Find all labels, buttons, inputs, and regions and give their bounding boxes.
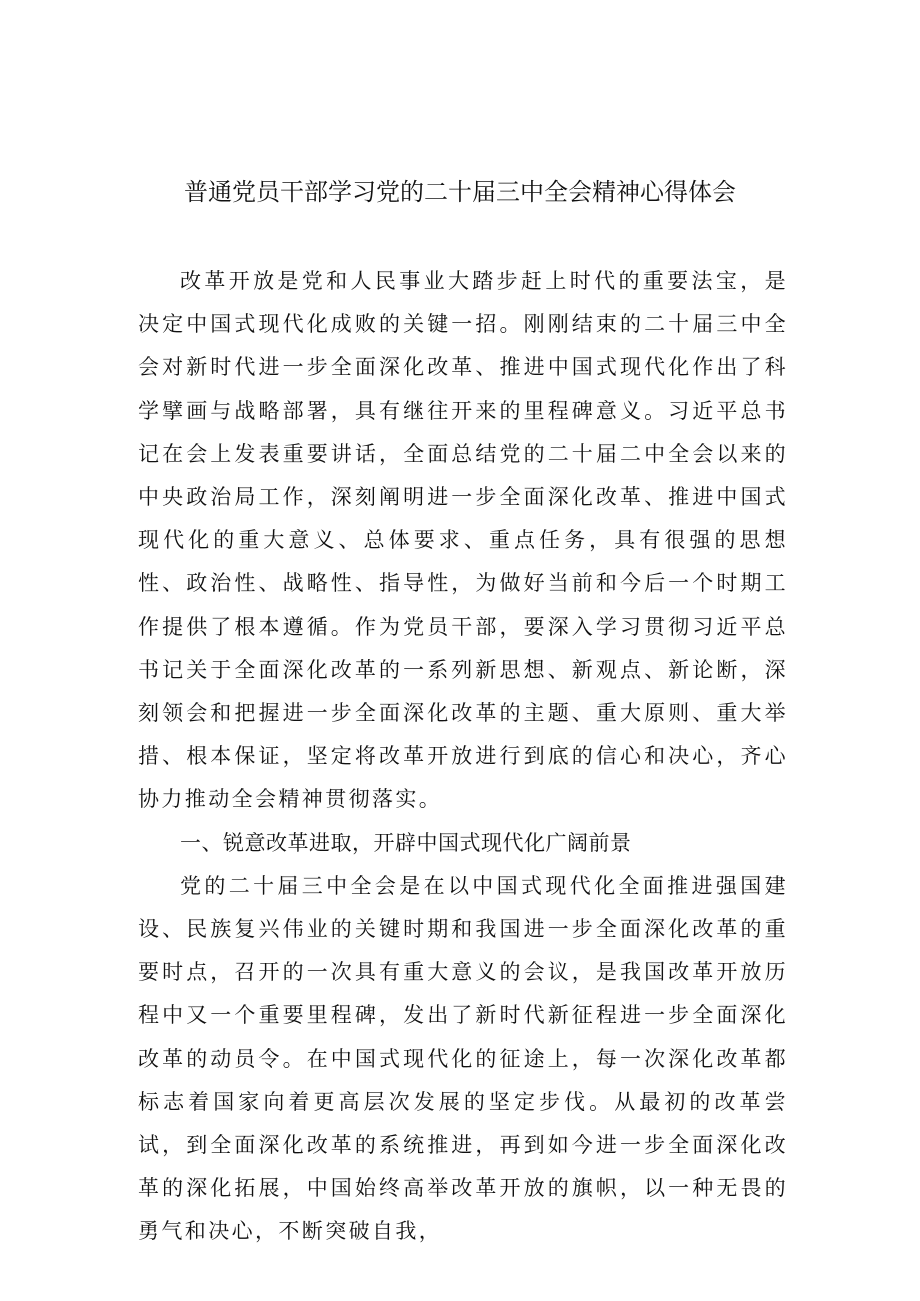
intro-paragraph: 改革开放是党和人民事业大踏步赶上时代的重要法宝，是决定中国式现代化成败的关键一招。刚刚结束的二十届三中全会对新时代进一步全面深化改革、推进中国式现代化作出了科学擘画与战略部署，具有继往开来的里程碑意义。习近平总书记在会上发表重要讲话，全面总结党的二十届二中全会以来的中央政治局工作，深刻阐明进一步全面深化改革、推进中国式现代化的重大意义、总体要求、重点任务，具有很强的思想性、政治性、战略性、指导性，为做好当前和今后一个时期工作提供了根本遵循。作为党员干部，要深入学习贯彻习近平总书记关于全面深化改革的一系列新思想、新观点、新论断，深刻领会和把握进一步全面深化改革的主题、重大原则、重大举措、根本保证，坚定将改革开放进行到底的信心和决心，齐心协力推动全会精神贯彻落实。 bbox=[138, 269, 788, 812]
document-body bbox=[138, 260, 788, 1254]
section-paragraph: 党的二十届三中全会是在以中国式现代化全面推进强国建设、民族复兴伟业的关键时期和我国进一步全面深化改革的重要时点，召开的一次具有重大意义的会议，是我国改革开放历程中又一个重要里程碑，发出了新时代新征程进一步全面深化改革的动员令。在中国式现代化的征途上，每一次深化改革都标志着国家向着更高层次发展的坚定步伐。从最初的改革尝试，到全面深化改革的系统推进，再到如今进一步全面深化改革的深化拓展，中国始终高举改革开放的旗帜，以一种无畏的勇气和决心，不断突破自我， bbox=[138, 873, 788, 1244]
document-title: 普通党员干部学习党的二十届三中全会精神心得体会 bbox=[184, 178, 736, 206]
section-heading: 一、锐意改革进取，开辟中国式现代化广阔前景 bbox=[180, 830, 632, 855]
